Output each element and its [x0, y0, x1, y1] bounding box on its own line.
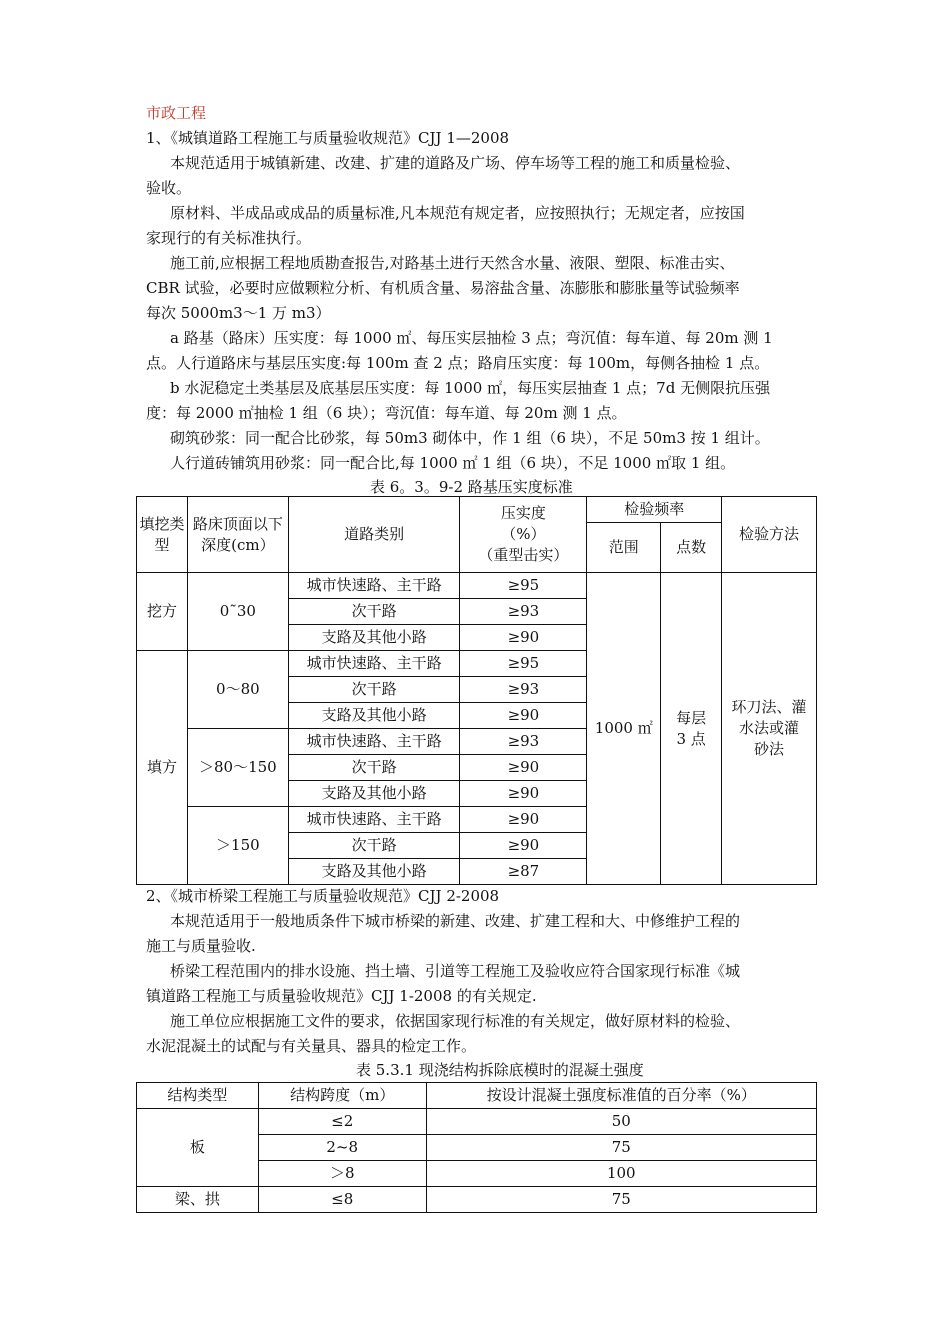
paragraph-line: 每次 5000m3～1 万 m3） — [146, 304, 331, 322]
cell-value: ≥90 — [460, 781, 587, 807]
header-fill-type: 填挖类型 — [137, 497, 188, 573]
cell-road: 城市快速路、主干路 — [288, 729, 460, 755]
cell-percentage: 50 — [426, 1109, 816, 1135]
cell-value: ≥93 — [460, 599, 587, 625]
cell-value: ≥90 — [460, 755, 587, 781]
cell-value: ≥95 — [460, 651, 587, 677]
table2-caption: 表 5.3.1 现浇结构拆除底模时的混凝土强度 — [356, 1061, 644, 1079]
cell-fill-type: 填方 — [137, 651, 188, 885]
paragraph-line: 施工与质量验收. — [146, 937, 256, 955]
header-points: 点数 — [661, 523, 722, 573]
cell-range: 1000 ㎡ — [587, 573, 661, 885]
cell-road: 城市快速路、主干路 — [288, 807, 460, 833]
cell-cut-type: 挖方 — [137, 573, 188, 651]
cell-method: 环刀法、灌 水法或灌 砂法 — [722, 573, 817, 885]
cell-road: 次干路 — [288, 833, 460, 859]
cell-percentage: 75 — [426, 1135, 816, 1161]
header-road-category: 道路类别 — [288, 497, 460, 573]
cell-percentage: 100 — [426, 1161, 816, 1187]
part2-heading: 2、《城市桥梁工程施工与质量验收规范》CJJ 2-2008 — [146, 887, 500, 905]
cell-percentage: 75 — [426, 1187, 816, 1213]
cell-road: 支路及其他小路 — [288, 625, 460, 651]
cell-road: 城市快速路、主干路 — [288, 573, 460, 599]
cell-road: 次干路 — [288, 599, 460, 625]
paragraph-line: 镇道路工程施工与质量验收规范》CJJ 1-2008 的有关规定. — [146, 987, 537, 1005]
paragraph-line: 桥梁工程范围内的排水设施、挡土墙、引道等工程施工及验收应符合国家现行标准《城 — [170, 962, 741, 980]
paragraph-line: b 水泥稳定土类基层及底基层压实度：每 1000 ㎡，每压实层抽查 1 点；7d 无侧限抗压强 — [170, 379, 771, 397]
cell-road: 支路及其他小路 — [288, 703, 460, 729]
cell-depth: 0～80 — [187, 651, 288, 729]
section-title: 市政工程 — [146, 104, 207, 122]
formwork-strength-table — [136, 1082, 817, 1213]
cell-depth: ＞80～150 — [187, 729, 288, 807]
cell-value: ≥90 — [460, 625, 587, 651]
cell-value: ≥90 — [460, 807, 587, 833]
cell-span: 2~8 — [258, 1135, 426, 1161]
paragraph-line: 家现行的有关标准执行。 — [146, 229, 312, 247]
cell-value: ≥87 — [460, 859, 587, 885]
part1-heading: 1、《城镇道路工程施工与质量验收规范》CJJ 1—2008 — [146, 129, 510, 147]
cell-points: 每层 3 点 — [661, 573, 722, 885]
table1-caption: 表 6。3。9-2 路基压实度标准 — [370, 478, 573, 496]
paragraph-line: 砌筑砂浆：同一配合比砂浆，每 50m3 砌体中，作 1 组（6 块），不足 50m3 按 1 组计。 — [170, 429, 770, 447]
header-frequency: 检验频率 — [587, 497, 722, 523]
cell-road: 次干路 — [288, 677, 460, 703]
cell-depth: ＞150 — [187, 807, 288, 885]
cell-road: 支路及其他小路 — [288, 781, 460, 807]
header-percentage: 按设计混凝土强度标准值的百分率（%） — [426, 1083, 816, 1109]
header-compaction: 压实度 （%） （重型击实） — [460, 497, 587, 573]
paragraph-line: CBR 试验，必要时应做颗粒分析、有机质含量、易溶盐含量、冻膨胀和膨胀量等试验频率 — [146, 279, 740, 297]
paragraph-line: 验收。 — [146, 179, 192, 197]
paragraph-line: 本规范适用于城镇新建、改建、扩建的道路及广场、停车场等工程的施工和质量检验、 — [170, 154, 741, 172]
paragraph-line: 原材料、半成品或成品的质量标准,凡本规范有规定者，应按照执行；无规定者，应按国 — [170, 204, 745, 222]
paragraph-line: a 路基（路床）压实度：每 1000 ㎡、每压实层抽检 3 点；弯沉值：每车道、每 20m 测 1 — [170, 329, 773, 347]
paragraph-line: 人行道砖铺筑用砂浆：同一配合比,每 1000 ㎡ 1 组（6 块），不足 1000 ㎡取 1 组。 — [170, 454, 736, 472]
cell-depth: 0˜30 — [187, 573, 288, 651]
paragraph-line: 点。人行道路床与基层压实度:每 100m 查 2 点；路肩压实度：每 100m，每侧各抽检 1 点。 — [146, 354, 770, 372]
paragraph-line: 施工单位应根据施工文件的要求，依据国家现行标准的有关规定，做好原材料的检验、 — [170, 1012, 741, 1030]
header-span: 结构跨度（m） — [258, 1083, 426, 1109]
cell-span: ≤2 — [258, 1109, 426, 1135]
header-depth: 路床顶面以下深度(cm） — [187, 497, 288, 573]
paragraph-line: 本规范适用于一般地质条件下城市桥梁的新建、改建、扩建工程和大、中修维护工程的 — [170, 912, 741, 930]
cell-beam-arch: 梁、拱 — [137, 1187, 259, 1213]
cell-value: ≥93 — [460, 677, 587, 703]
cell-span: ＞8 — [258, 1161, 426, 1187]
header-method: 检验方法 — [722, 497, 817, 573]
header-range: 范围 — [587, 523, 661, 573]
paragraph-line: 施工前,应根据工程地质勘查报告,对路基土进行天然含水量、液限、塑限、标准击实、 — [170, 254, 735, 272]
header-structure-type: 结构类型 — [137, 1083, 259, 1109]
cell-road: 支路及其他小路 — [288, 859, 460, 885]
cell-value: ≥90 — [460, 833, 587, 859]
cell-span: ≤8 — [258, 1187, 426, 1213]
cell-road: 次干路 — [288, 755, 460, 781]
cell-slab: 板 — [137, 1109, 259, 1187]
compaction-table — [136, 496, 817, 885]
cell-road: 城市快速路、主干路 — [288, 651, 460, 677]
paragraph-line: 度：每 2000 ㎡抽检 1 组（6 块）；弯沉值：每车道、每 20m 测 1 点。 — [146, 404, 627, 422]
paragraph-line: 水泥混凝土的试配与有关量具、器具的检定工作。 — [146, 1037, 477, 1055]
cell-value: ≥90 — [460, 703, 587, 729]
cell-value: ≥95 — [460, 573, 587, 599]
cell-value: ≥93 — [460, 729, 587, 755]
